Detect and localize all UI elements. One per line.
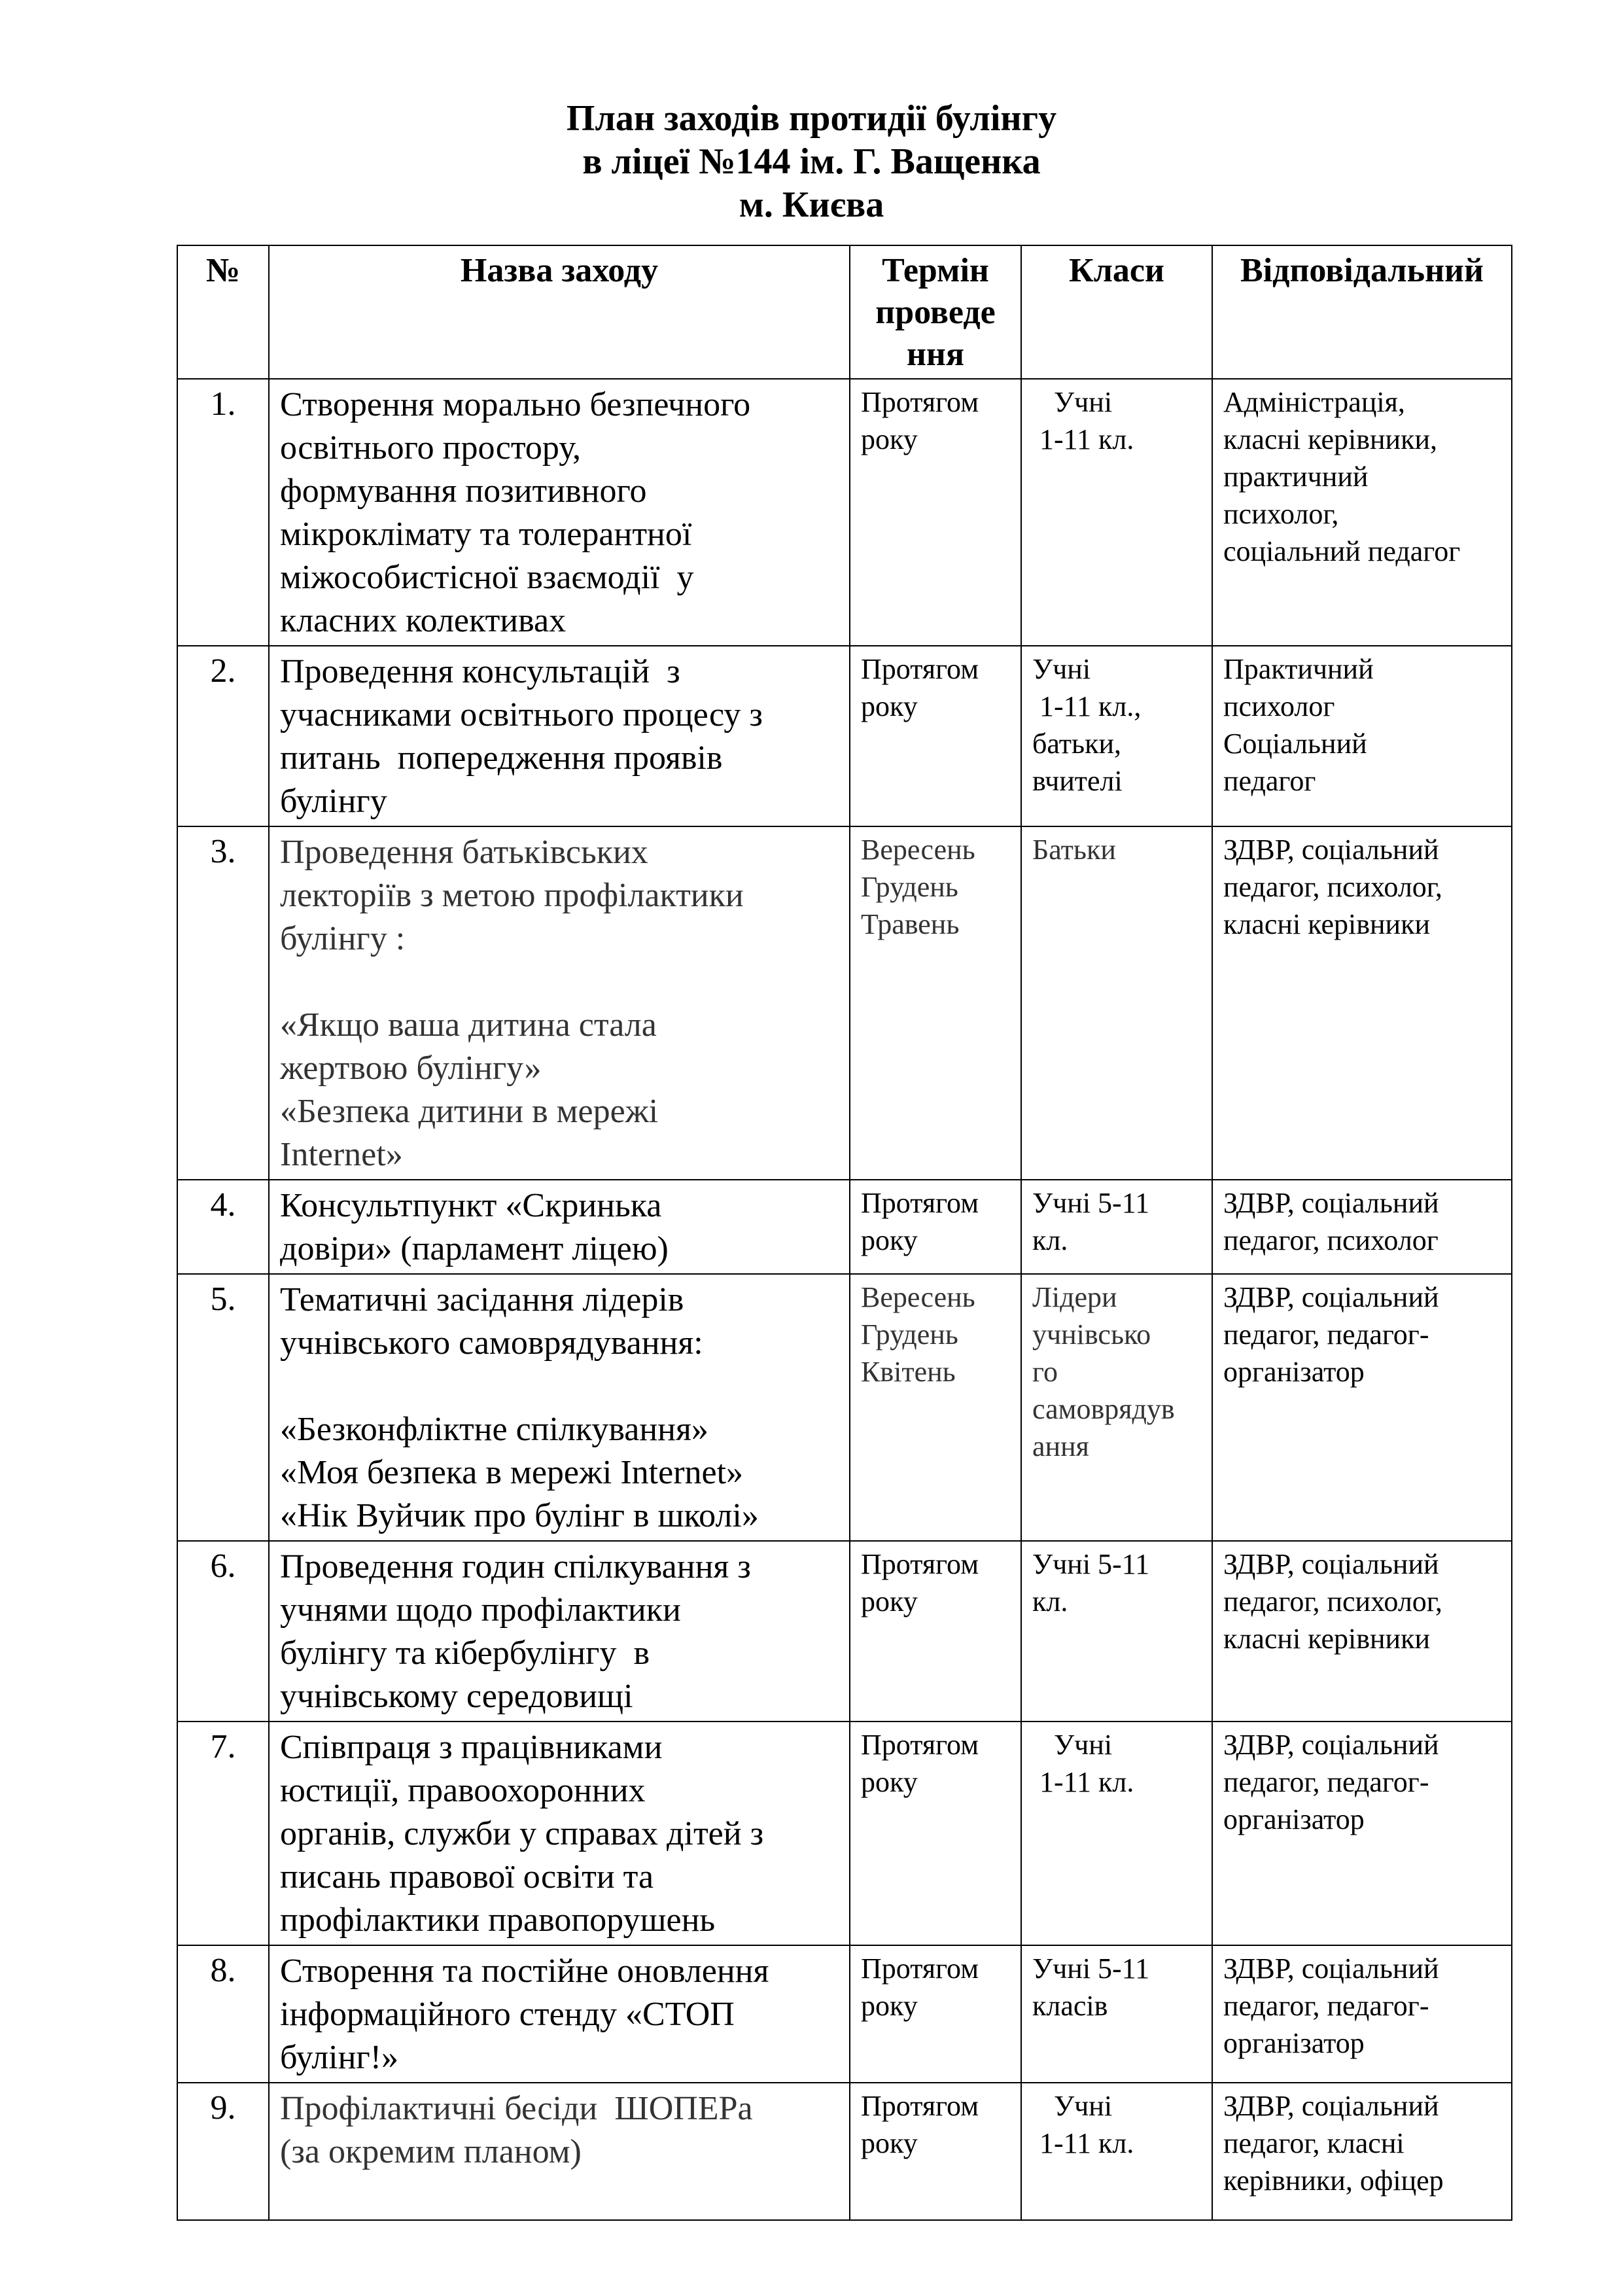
event-responsible-line: класні керівники, <box>1223 423 1437 455</box>
table-row <box>177 1541 1512 1722</box>
event-classes-line: самоврядув <box>1032 1393 1175 1425</box>
event-responsible <box>1212 1945 1512 2083</box>
row-number: 7. <box>177 1722 269 1945</box>
header-term-line: проведе <box>875 294 996 331</box>
table-row <box>177 1722 1512 1945</box>
event-responsible-line: педагог, психолог, <box>1223 1585 1442 1617</box>
event-name-line: (за окремим планом) <box>280 2133 582 2170</box>
event-term-line: Протягом <box>861 653 979 685</box>
event-name-line: мікроклімату та толерантної <box>280 516 692 553</box>
event-name-line: писань правової освіти та <box>280 1858 654 1896</box>
anti-bullying-plan-table <box>177 245 1512 2221</box>
event-name-line: довіри» (парламент ліцею) <box>280 1230 669 1267</box>
blank-line <box>280 961 839 1004</box>
event-name-line: Створення морально безпечного <box>280 386 751 423</box>
event-name <box>269 646 850 826</box>
event-classes-line: Учні 5-11 <box>1032 1952 1150 1985</box>
event-name-line: Тематичні засідання лідерів <box>280 1281 684 1318</box>
event-name-line: булінгу : <box>280 920 406 957</box>
event-classes-line: 1-11 кл. <box>1032 423 1134 455</box>
event-responsible-line: Адміністрація, <box>1223 386 1405 418</box>
event-term-line: Протягом <box>861 386 979 418</box>
event-name-line: «Якщо ваша дитина стала <box>280 1006 657 1044</box>
event-classes-line: Лідери <box>1032 1281 1117 1313</box>
event-term-line: Протягом <box>861 2090 979 2122</box>
row-number: 3. <box>177 826 269 1180</box>
event-term-line: року <box>861 2127 918 2159</box>
event-responsible-line: ЗДВР, соціальний <box>1223 1952 1439 1985</box>
event-name-line: Створення та постійне оновлення <box>280 1952 769 1990</box>
event-name <box>269 379 850 646</box>
table-row <box>177 2083 1512 2220</box>
event-classes <box>1021 1274 1212 1541</box>
event-name-line: Співпраця з працівниками <box>280 1729 663 1766</box>
event-term-line: Протягом <box>861 1952 979 1985</box>
event-classes-line: 1-11 кл. <box>1032 1766 1134 1798</box>
event-classes-line: Учні <box>1032 386 1113 418</box>
row-number: 6. <box>177 1541 269 1722</box>
event-term-line: Протягом <box>861 1729 979 1761</box>
document-title <box>0 97 1623 226</box>
event-term-line: року <box>861 1990 918 2022</box>
header-number: № <box>177 245 269 379</box>
table-row <box>177 646 1512 826</box>
row-number: 4. <box>177 1180 269 1274</box>
blank-line <box>280 1365 839 1408</box>
event-classes-line: батьки, <box>1032 728 1121 760</box>
event-name-line: Консультпункт «Скринька <box>280 1187 662 1224</box>
event-responsible-line: класні керівники <box>1223 908 1430 940</box>
header-classes: Класи <box>1021 245 1212 379</box>
event-name-line: «Моя безпека в мережі Internet» <box>280 1454 744 1491</box>
title-line-1: План заходів протидії булінгу <box>566 98 1057 139</box>
event-responsible-line: керівники, офіцер <box>1223 2164 1444 2197</box>
event-responsible-line: ЗДВР, соціальний <box>1223 2090 1439 2122</box>
table-row <box>177 379 1512 646</box>
event-responsible-line: організатор <box>1223 1803 1365 1835</box>
event-term <box>850 1945 1021 2083</box>
event-responsible-line: педагог, педагог- <box>1223 1990 1429 2022</box>
event-name-line: Internet» <box>280 1136 403 1173</box>
event-term-line: Грудень <box>861 871 958 903</box>
event-classes-line: Учні <box>1032 2090 1113 2122</box>
event-responsible-line: Практичний <box>1223 653 1374 685</box>
event-classes-line: 1-11 кл., <box>1032 690 1142 722</box>
event-name-line: Профілактичні бесіди ШОПЕРа <box>280 2090 753 2127</box>
event-responsible-line: Соціальний <box>1223 728 1367 760</box>
event-responsible-line: ЗДВР, соціальний <box>1223 834 1439 866</box>
event-name-line: юстиції, правоохоронних <box>280 1772 646 1809</box>
title-line-3: м. Києва <box>739 185 884 225</box>
event-classes-line: учнівсько <box>1032 1318 1151 1351</box>
event-classes-line: 1-11 кл. <box>1032 2127 1134 2159</box>
event-name-line: Проведення консультацій з <box>280 653 680 690</box>
event-name-line: «Безконфліктне спілкування» <box>280 1411 708 1448</box>
event-responsible <box>1212 2083 1512 2220</box>
event-term-line: Протягом <box>861 1187 979 1219</box>
event-name-line: «Безпека дитини в мережі <box>280 1093 659 1130</box>
event-classes-line: го <box>1032 1356 1058 1388</box>
table-row <box>177 1180 1512 1274</box>
event-name-line: учасниками освітнього процесу з <box>280 696 763 733</box>
event-name-line: Проведення батьківських <box>280 834 648 871</box>
event-responsible-line: педагог, педагог- <box>1223 1318 1429 1351</box>
event-responsible-line: педагог, психолог <box>1223 1224 1439 1256</box>
event-responsible <box>1212 1180 1512 1274</box>
event-term <box>850 826 1021 1180</box>
event-name-line: питань попередження проявів <box>280 739 723 777</box>
header-responsible: Відповідальний <box>1212 245 1512 379</box>
event-responsible-line: соціальний педагог <box>1223 535 1461 567</box>
event-name-line: учнівського самоврядування: <box>280 1324 703 1362</box>
row-number: 9. <box>177 2083 269 2220</box>
event-name <box>269 826 850 1180</box>
event-term-line: Вересень <box>861 834 975 866</box>
event-classes <box>1021 1180 1212 1274</box>
event-term-line: року <box>861 690 918 722</box>
event-name-line: органів, служби у справах дітей з <box>280 1815 764 1852</box>
event-term-line: Грудень <box>861 1318 958 1351</box>
event-name-line: учнівському середовищі <box>280 1678 633 1715</box>
event-responsible <box>1212 646 1512 826</box>
event-classes <box>1021 1722 1212 1945</box>
event-classes-line: кл. <box>1032 1585 1068 1617</box>
event-classes-line: класів <box>1032 1990 1108 2022</box>
event-classes <box>1021 2083 1212 2220</box>
event-responsible-line: педагог, психолог, <box>1223 871 1442 903</box>
table-row <box>177 826 1512 1180</box>
event-name-line: лекторіїв з метою профілактики <box>280 877 744 914</box>
event-classes <box>1021 646 1212 826</box>
event-name <box>269 1541 850 1722</box>
event-name-line: інформаційного стенду «СТОП <box>280 1996 735 2033</box>
event-responsible-line: ЗДВР, соціальний <box>1223 1281 1439 1313</box>
event-responsible-line: психолог <box>1223 690 1335 722</box>
event-term-line: року <box>861 1224 918 1256</box>
event-classes-line: Батьки <box>1032 834 1116 866</box>
event-responsible-line: педагог <box>1223 765 1316 797</box>
event-responsible-line: класні керівники <box>1223 1623 1430 1655</box>
event-classes-line: вчителі <box>1032 765 1123 797</box>
event-term <box>850 379 1021 646</box>
event-name-line: булінг!» <box>280 2039 399 2076</box>
event-term-line: року <box>861 423 918 455</box>
event-classes-line: Учні 5-11 <box>1032 1187 1150 1219</box>
event-term-line: року <box>861 1585 918 1617</box>
event-responsible <box>1212 379 1512 646</box>
event-name <box>269 2083 850 2220</box>
event-term <box>850 1180 1021 1274</box>
event-responsible-line: практичний <box>1223 461 1369 493</box>
event-classes-line: Учні <box>1032 1729 1113 1761</box>
event-responsible <box>1212 1274 1512 1541</box>
event-classes-line: кл. <box>1032 1224 1068 1256</box>
event-name-line: булінгу <box>280 783 387 820</box>
event-name-line: Проведення годин спілкування з <box>280 1548 751 1585</box>
event-classes <box>1021 379 1212 646</box>
event-responsible-line: ЗДВР, соціальний <box>1223 1729 1439 1761</box>
event-responsible <box>1212 1722 1512 1945</box>
event-name-line: булінгу та кібербулінгу в <box>280 1634 650 1672</box>
table-row <box>177 1945 1512 2083</box>
header-term-line: ння <box>906 336 965 373</box>
event-term <box>850 646 1021 826</box>
event-responsible-line: педагог, педагог- <box>1223 1766 1429 1798</box>
event-responsible <box>1212 826 1512 1180</box>
row-number: 8. <box>177 1945 269 2083</box>
event-term-line: Вересень <box>861 1281 975 1313</box>
event-name-line: освітнього простору, <box>280 429 582 467</box>
event-classes-line: Учні <box>1032 653 1091 685</box>
event-term <box>850 1541 1021 1722</box>
event-term <box>850 1274 1021 1541</box>
row-number: 5. <box>177 1274 269 1541</box>
event-name <box>269 1945 850 2083</box>
event-name-line: учнями щодо профілактики <box>280 1591 681 1629</box>
event-name-line: «Нік Вуйчик про булінг в школі» <box>280 1497 759 1534</box>
event-name-line: класних колективах <box>280 602 567 639</box>
event-responsible-line: ЗДВР, соціальний <box>1223 1548 1439 1580</box>
title-line-2: в ліцеї №144 ім. Г. Ващенка <box>582 141 1041 182</box>
header-term <box>850 245 1021 379</box>
event-classes-line: Учні 5-11 <box>1032 1548 1150 1580</box>
event-term-line: Травень <box>861 908 960 940</box>
event-name <box>269 1722 850 1945</box>
row-number: 2. <box>177 646 269 826</box>
event-name <box>269 1180 850 1274</box>
event-classes <box>1021 826 1212 1180</box>
event-name-line: жертвою булінгу» <box>280 1050 542 1087</box>
event-name-line: формування позитивного <box>280 472 647 510</box>
event-name-line: міжособистісної взаємодії у <box>280 559 694 596</box>
event-responsible-line: організатор <box>1223 1356 1365 1388</box>
table-header-row <box>177 245 1512 379</box>
header-term-line: Термін <box>882 252 989 289</box>
event-name-line: профілактики правопорушень <box>280 1901 716 1939</box>
event-classes-line: ання <box>1032 1430 1089 1462</box>
event-responsible-line: психолог, <box>1223 498 1339 530</box>
event-classes <box>1021 1945 1212 2083</box>
event-responsible-line: ЗДВР, соціальний <box>1223 1187 1439 1219</box>
event-classes <box>1021 1541 1212 1722</box>
header-event-name: Назва заходу <box>269 245 850 379</box>
event-term <box>850 2083 1021 2220</box>
event-term-line: року <box>861 1766 918 1798</box>
table-row <box>177 1274 1512 1541</box>
event-responsible-line: організатор <box>1223 2027 1365 2059</box>
event-term <box>850 1722 1021 1945</box>
event-term-line: Квітень <box>861 1356 956 1388</box>
event-term-line: Протягом <box>861 1548 979 1580</box>
event-name <box>269 1274 850 1541</box>
event-responsible-line: педагог, класні <box>1223 2127 1405 2159</box>
event-responsible <box>1212 1541 1512 1722</box>
row-number: 1. <box>177 379 269 646</box>
